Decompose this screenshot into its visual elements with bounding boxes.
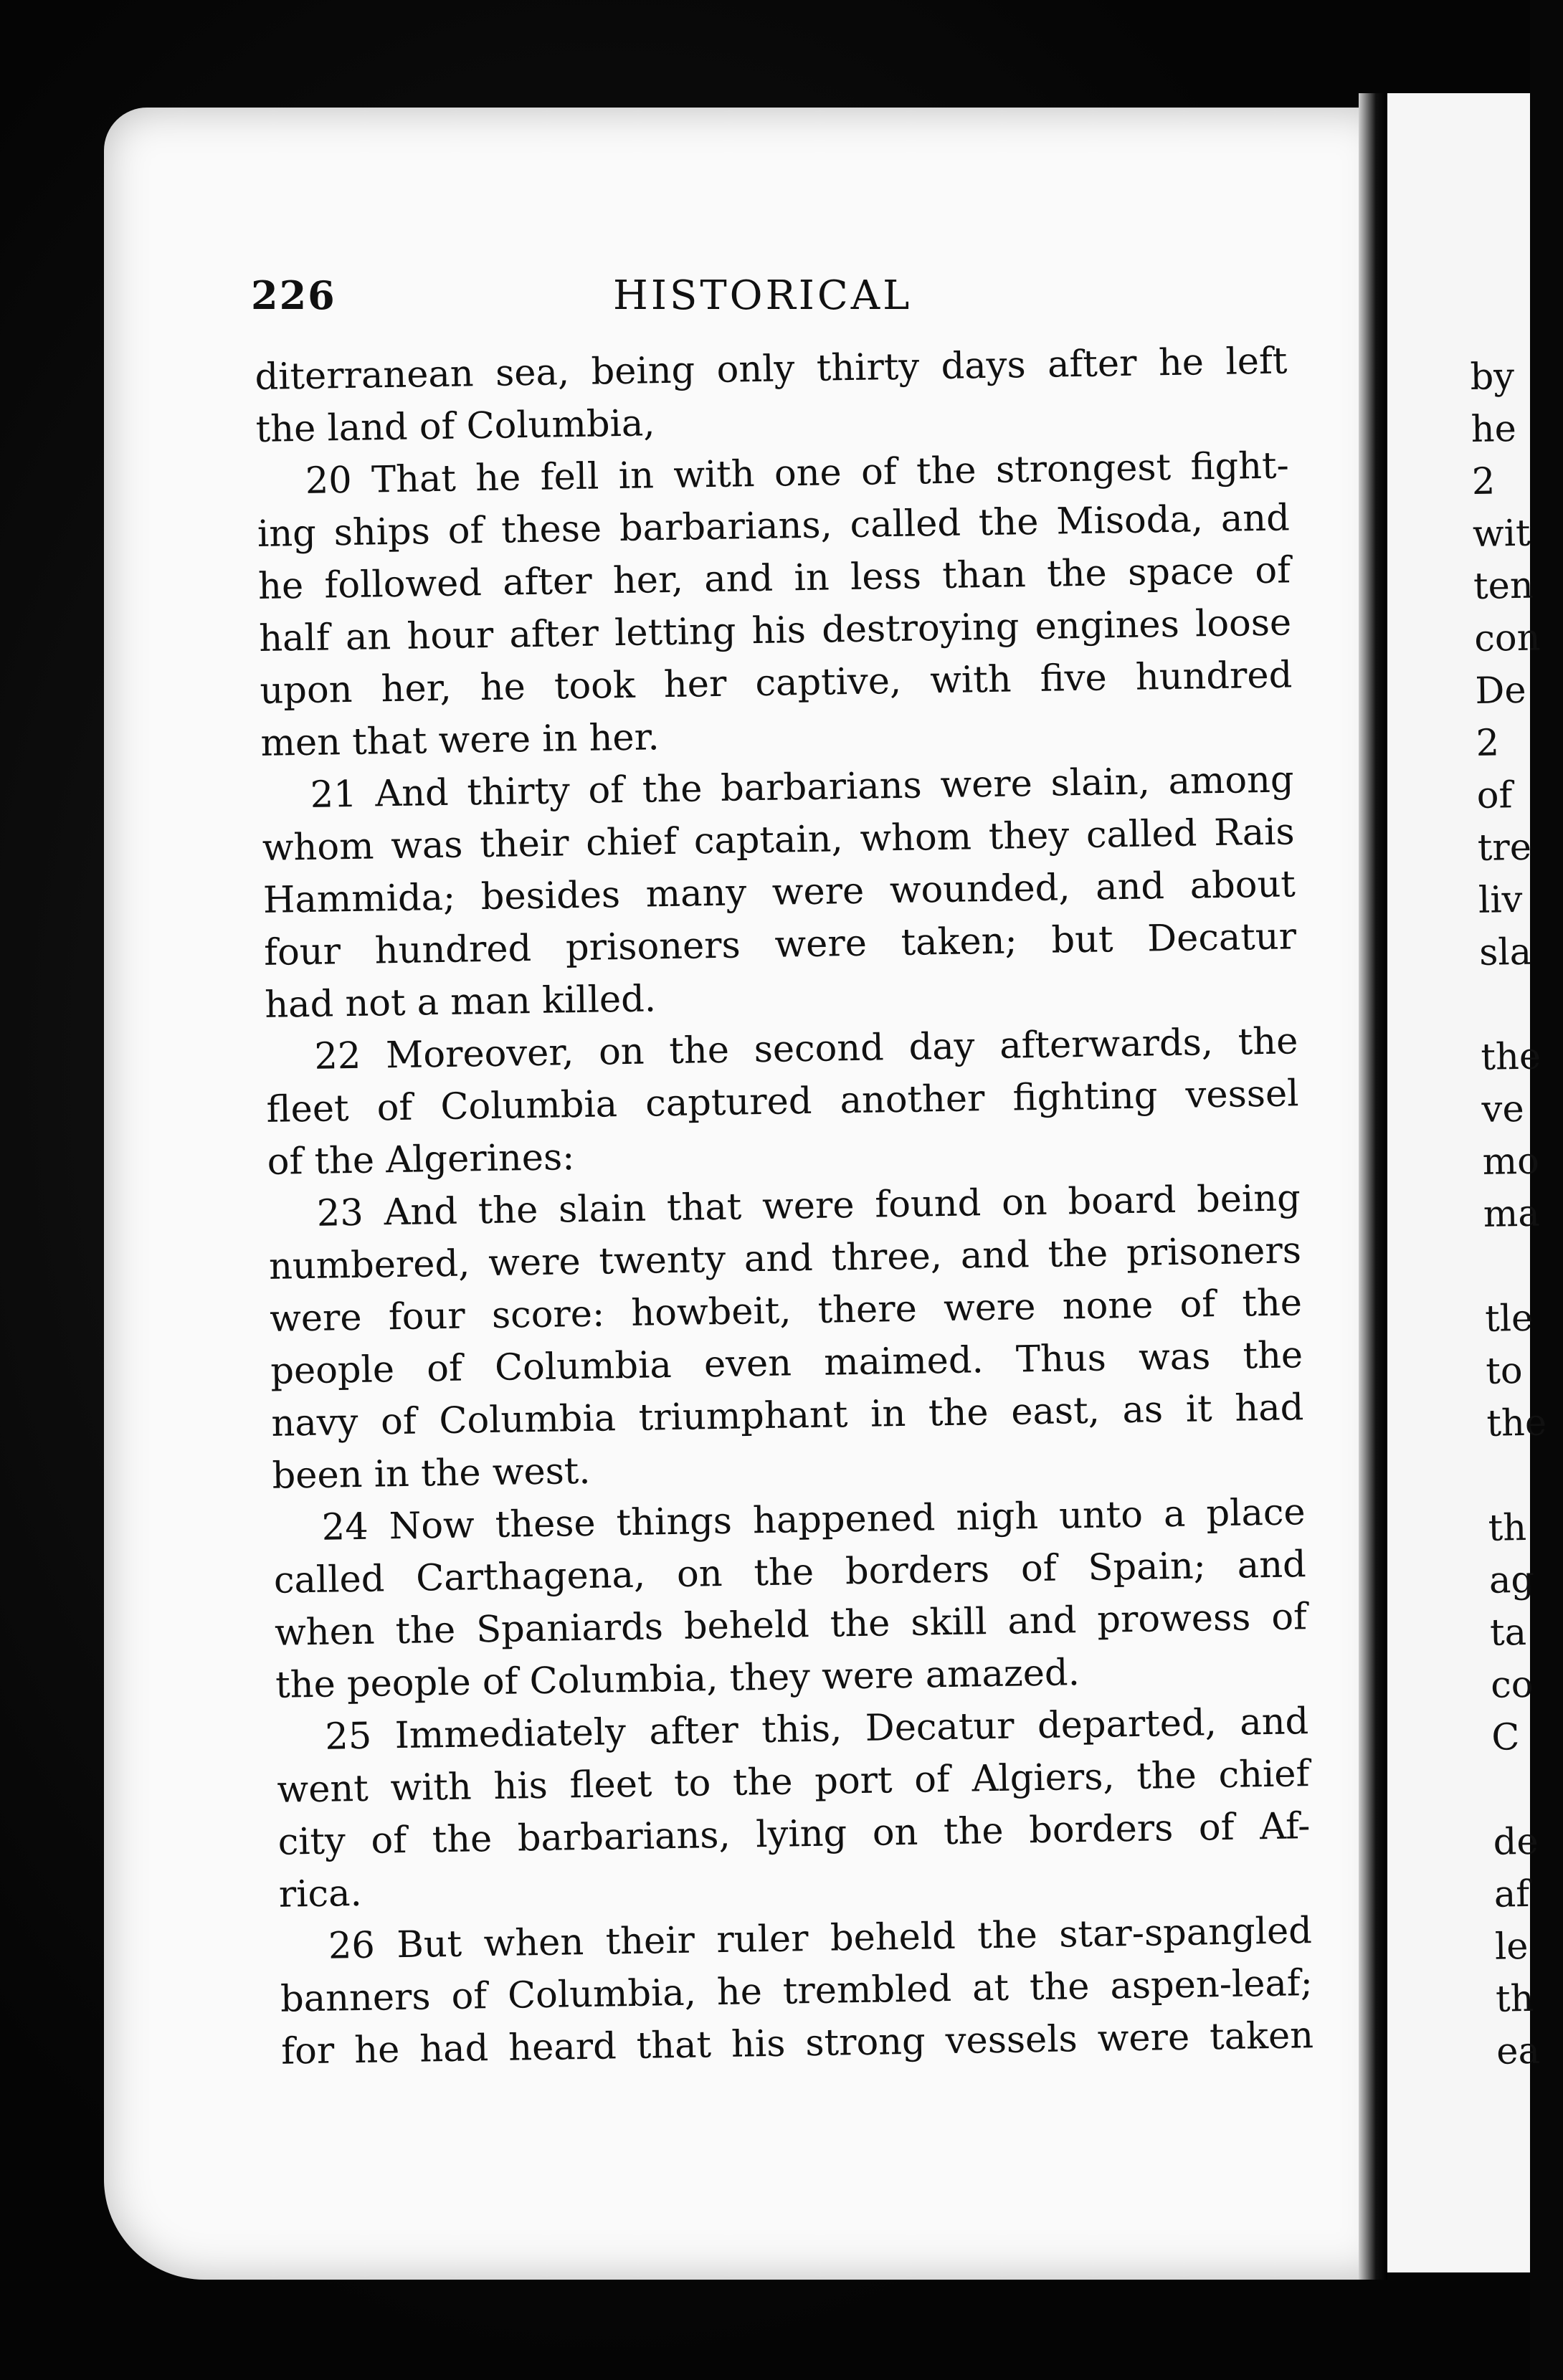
facing-page-fragment: co <box>1490 1663 1534 1707</box>
facing-page-fragment: 2 <box>1471 460 1496 503</box>
text-line: fleet of Columbia captured another fighting vessel <box>266 1072 1299 1131</box>
text-line: 20 That he fell in with one of the strongest fight- <box>305 444 1290 503</box>
text-line: 21 And thirty of the barbarians were slain, among <box>310 758 1294 817</box>
facing-page-fragment: C <box>1491 1716 1520 1759</box>
book-gutter <box>1359 93 1387 2280</box>
text-line: for he had heard that his strong vessels were taken <box>280 2014 1314 2073</box>
text-line: diterranean sea, being only thirty days after he left <box>255 340 1288 399</box>
facing-page-fragment: 2 <box>1476 722 1500 765</box>
text-line: the people of Columbia, they were amazed. <box>275 1652 1080 1707</box>
facing-page-fragment: af <box>1493 1872 1530 1916</box>
text-line: navy of Columbia triumphant in the east, as it had <box>271 1386 1304 1445</box>
text-line: numbered, were twenty and three, and the prisoners <box>268 1229 1302 1288</box>
text-line: upon her, he took her captive, with five hundred <box>259 654 1293 713</box>
running-title: HISTORICAL <box>613 272 913 319</box>
facing-page-fragment: ma <box>1483 1192 1541 1236</box>
text-line: been in the west. <box>272 1450 591 1498</box>
facing-page-fragment: ea <box>1496 2029 1541 2073</box>
text-line: of the Algerines: <box>267 1136 575 1184</box>
facing-page-fragment: of <box>1476 774 1513 817</box>
text-line: four hundred prisoners were taken; but Decatur <box>263 915 1297 974</box>
facing-page-fragment: he <box>1471 408 1517 451</box>
text-line: called Carthagena, on the borders of Spain; and <box>273 1543 1307 1602</box>
facing-page-fragment: by <box>1470 356 1515 399</box>
text-line: banners of Columbia, he trembled at the aspen-leaf; <box>280 1962 1313 2021</box>
text-line: ing ships of these barbarians, called the Misoda, and <box>257 497 1291 556</box>
facing-page-fragment: th <box>1495 1977 1534 2021</box>
facing-page-fragment: th <box>1488 1506 1527 1550</box>
facing-page-fragment: tle <box>1484 1297 1534 1341</box>
facing-page-fragment: mo <box>1482 1140 1540 1184</box>
facing-page-fragment: wit <box>1472 512 1531 556</box>
facing-page-fragment: ag <box>1488 1558 1535 1602</box>
text-line: 22 Moreover, on the second day afterwards, the <box>314 1020 1298 1078</box>
facing-page-fragment: ten <box>1473 564 1534 608</box>
facing-page-fragment <box>1483 1240 1544 1293</box>
text-line: 25 Immediately after this, Decatur departed, and <box>324 1700 1309 1758</box>
text-line: 23 And the slain that were found on board being <box>316 1177 1301 1235</box>
facing-page-fragment: ta <box>1489 1611 1527 1655</box>
text-line: Hammida; besides many were wounded, and about <box>262 863 1296 922</box>
text-line: he followed after her, and in less than the space of <box>257 549 1291 608</box>
text-line: had not a man killed. <box>264 978 657 1027</box>
facing-page-fragment: to <box>1485 1350 1524 1393</box>
facing-page-fragment: the <box>1486 1401 1547 1445</box>
facing-page-fragment: con <box>1473 617 1541 660</box>
facing-page-fragment: De <box>1474 669 1526 713</box>
facing-page-fragment <box>1492 1763 1553 1816</box>
text-line: 24 Now these things happened nigh unto a place <box>321 1491 1306 1549</box>
text-line: rica. <box>278 1872 363 1916</box>
text-line: were four score: howbeit, there were none of the <box>269 1282 1303 1341</box>
running-head <box>251 272 1276 330</box>
facing-page-fragment <box>1480 979 1541 1032</box>
facing-page-fragment: the <box>1481 1035 1541 1079</box>
text-line: when the Spaniards beheld the skill and prowess of <box>274 1596 1308 1655</box>
text-line: half an hour after letting his destroying engines loose <box>258 601 1292 660</box>
body-text <box>255 335 1314 2077</box>
facing-page-fragment: de <box>1493 1820 1539 1864</box>
facing-page-fragment: le <box>1494 1925 1529 1969</box>
facing-page-fragment: liv <box>1478 878 1523 922</box>
text-line: 26 But when their ruler beheld the star-spangled <box>328 1910 1313 1968</box>
page-number: 226 <box>251 272 336 318</box>
text-line: men that were in her. <box>260 716 660 765</box>
facing-page-fragment <box>1487 1449 1548 1502</box>
text-line: went with his fleet to the port of Algiers, the chief <box>277 1753 1310 1812</box>
text-line: people of Columbia even maimed. Thus was the <box>270 1334 1303 1393</box>
text-line: whom was their chief captain, whom they called Rais <box>262 811 1296 870</box>
facing-page-fragment: sla <box>1478 930 1532 974</box>
facing-page-fragment: tre <box>1477 826 1532 870</box>
facing-page-fragment: ve <box>1481 1087 1525 1131</box>
text-line: city of the barbarians, lying on the borders of Af- <box>277 1805 1311 1864</box>
text-line: the land of Columbia, <box>255 402 655 451</box>
